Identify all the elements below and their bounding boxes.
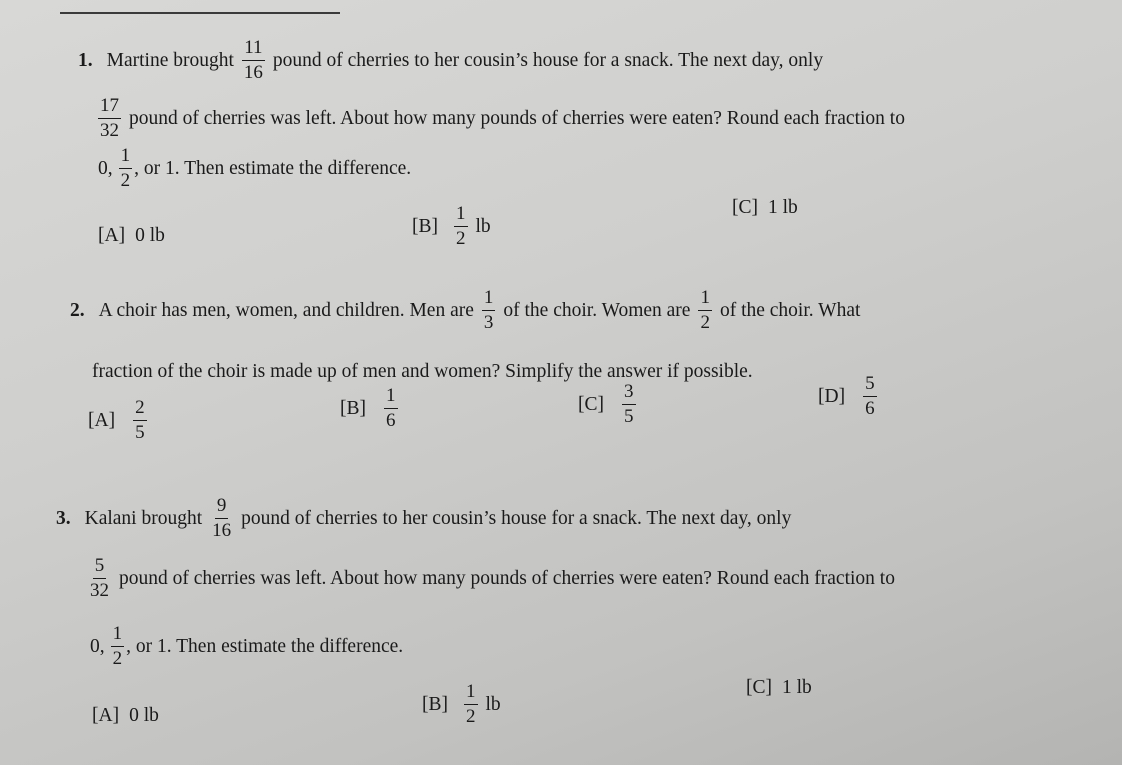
q2-fraction-men: $\frac{1}{3}$ bbox=[483, 287, 494, 333]
q1-option-b[interactable] bbox=[412, 204, 491, 249]
q1-line-1 bbox=[78, 38, 823, 83]
q1-option-b-fraction: $\frac{1}{2}$ bbox=[456, 203, 466, 249]
q2-line-1 bbox=[70, 288, 860, 333]
q3-line-1 bbox=[56, 496, 791, 541]
q1-option-b-label: [B] bbox=[412, 215, 438, 237]
q3-option-c[interactable] bbox=[746, 678, 812, 698]
q1-fraction-half: $\frac{1}{2}$ bbox=[120, 145, 131, 191]
q2-option-c-fraction: $\frac{3}{5}$ bbox=[624, 381, 634, 427]
q3-text-post: pound of cherries to her cousin’s house for a snack. The next day, only bbox=[241, 507, 792, 529]
q1-option-c-label: [C] bbox=[732, 197, 758, 218]
q1-line-3 bbox=[98, 146, 411, 191]
q2-option-d-fraction: $\frac{5}{6}$ bbox=[865, 373, 875, 419]
q2-option-b-label: [B] bbox=[340, 397, 366, 419]
q1-option-a[interactable] bbox=[98, 226, 165, 246]
q1-fraction-amount: $\frac{11}{16}$ bbox=[243, 37, 263, 83]
q1-line-2 bbox=[98, 96, 905, 141]
q1-text-post: pound of cherries to her cousin’s house for a snack. The next day, only bbox=[272, 49, 824, 71]
q2-line-2-text: fraction of the choir is made up of men and women? Simplify the answer if possible. bbox=[92, 361, 753, 382]
q3-option-c-label: [C] bbox=[746, 677, 772, 698]
q3-option-a-text: 0 lb bbox=[129, 705, 159, 726]
q3-option-b[interactable] bbox=[422, 682, 501, 727]
q1-fraction-left: $\frac{17}{32}$ bbox=[100, 95, 119, 141]
q1-line-3-pre: 0, bbox=[98, 157, 113, 179]
q2-option-d-label: [D] bbox=[818, 385, 846, 407]
q1-option-a-text: 0 lb bbox=[135, 225, 165, 246]
q2-option-a-fraction: $\frac{2}{5}$ bbox=[135, 397, 145, 443]
q1-line-2-text: pound of cherries was left. About how many pounds of cherries were eaten? Round each fraction to bbox=[129, 107, 905, 129]
q1-option-a-label: [A] bbox=[98, 225, 126, 246]
q3-fraction-half: $\frac{1}{2}$ bbox=[112, 623, 123, 669]
q1-text-pre: Martine brought bbox=[106, 49, 234, 71]
q2-option-a-label: [A] bbox=[88, 409, 116, 431]
q3-option-c-text: 1 lb bbox=[782, 677, 812, 698]
q2-text-post: of the choir. What bbox=[719, 299, 861, 321]
q2-line-2 bbox=[92, 362, 753, 382]
q3-option-a-label: [A] bbox=[92, 705, 120, 726]
q3-option-a[interactable] bbox=[92, 706, 159, 726]
q2-option-a[interactable] bbox=[88, 398, 155, 443]
q2-option-b[interactable] bbox=[340, 386, 406, 431]
top-rule bbox=[60, 12, 340, 14]
q3-fraction-amount: $\frac{9}{16}$ bbox=[212, 495, 232, 541]
q3-option-b-label: [B] bbox=[422, 693, 448, 715]
q3-text-pre: Kalani brought bbox=[84, 507, 203, 529]
q3-fraction-left: $\frac{5}{32}$ bbox=[90, 555, 109, 601]
q3-option-b-unit: lb bbox=[485, 693, 501, 715]
q3-line-3-post: , or 1. Then estimate the difference. bbox=[126, 635, 404, 657]
q2-text-pre: A choir has men, women, and children. Men are bbox=[98, 299, 474, 321]
q2-option-b-fraction: $\frac{1}{6}$ bbox=[386, 385, 396, 431]
q1-option-b-unit: lb bbox=[475, 215, 491, 237]
q1-line-3-post: , or 1. Then estimate the difference. bbox=[134, 157, 412, 179]
q3-line-3 bbox=[90, 624, 403, 669]
q2-text-mid: of the choir. Women are bbox=[503, 299, 691, 321]
q1-option-c-text: 1 lb bbox=[768, 197, 798, 218]
q1-number: 1. bbox=[78, 49, 93, 71]
q1-option-c[interactable] bbox=[732, 198, 798, 218]
q2-option-c[interactable] bbox=[578, 382, 644, 427]
q3-number: 3. bbox=[56, 507, 71, 529]
q3-line-2-text: pound of cherries was left. About how many pounds of cherries were eaten? Round each fraction to bbox=[119, 567, 895, 589]
q2-number: 2. bbox=[70, 299, 85, 321]
q2-fraction-women: $\frac{1}{2}$ bbox=[700, 287, 710, 333]
q2-option-c-label: [C] bbox=[578, 393, 604, 415]
q2-option-d[interactable] bbox=[818, 374, 885, 419]
q3-option-b-fraction: $\frac{1}{2}$ bbox=[466, 681, 476, 727]
q3-line-3-pre: 0, bbox=[90, 635, 105, 657]
q3-line-2 bbox=[88, 556, 895, 601]
